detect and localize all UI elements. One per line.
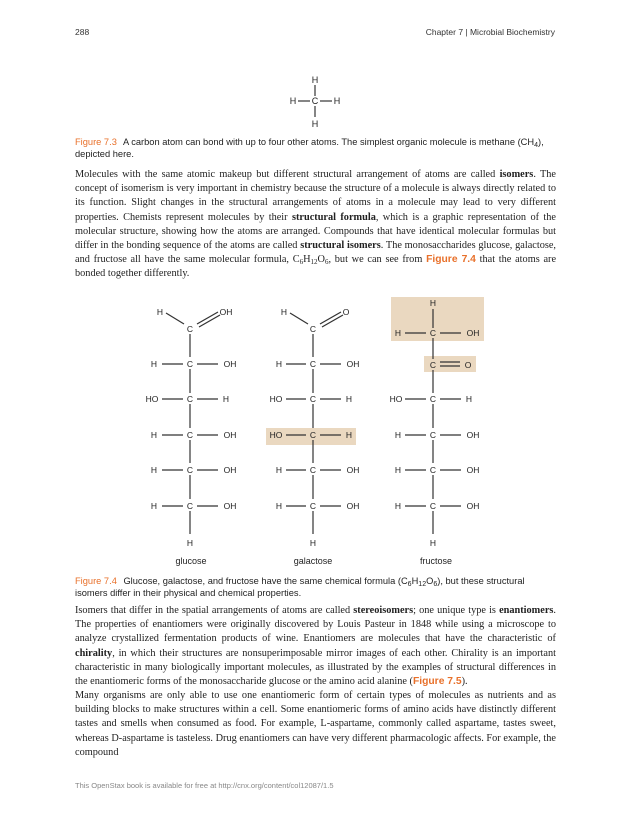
svg-text:H: H <box>150 430 158 440</box>
svg-text:H: H <box>150 501 158 511</box>
svg-text:O: O <box>464 360 472 370</box>
svg-text:OH: OH <box>466 501 480 511</box>
svg-text:H: H <box>275 501 283 511</box>
svg-text:H: H <box>429 298 437 308</box>
svg-text:OH: OH <box>219 307 233 317</box>
methane-diagram <box>285 72 345 130</box>
svg-text:H: H <box>275 359 283 369</box>
svg-text:O: O <box>342 307 350 317</box>
figure-label: Figure 7.4 <box>75 576 117 586</box>
svg-text:H: H <box>280 307 288 317</box>
atom-h-bottom: H <box>311 119 319 129</box>
svg-text:C: C <box>429 328 437 338</box>
svg-text:H: H <box>465 394 473 404</box>
svg-text:OH: OH <box>223 359 237 369</box>
svg-text:H: H <box>275 465 283 475</box>
svg-text:C: C <box>186 359 194 369</box>
svg-text:OH: OH <box>346 501 360 511</box>
svg-text:HO: HO <box>269 430 283 440</box>
svg-text:C: C <box>309 394 317 404</box>
page-number: 288 <box>75 27 90 37</box>
atom-h-right: H <box>333 96 341 106</box>
figure-7-4-link[interactable]: Figure 7.4 <box>426 254 476 266</box>
svg-text:C: C <box>429 430 437 440</box>
svg-text:C: C <box>309 430 317 440</box>
svg-text:H: H <box>394 328 402 338</box>
svg-text:OH: OH <box>346 465 360 475</box>
atom-h-left: H <box>289 96 297 106</box>
svg-text:HO: HO <box>389 394 403 404</box>
svg-text:OH: OH <box>466 430 480 440</box>
paragraph-stereoisomers: Isomers that differ in the spatial arrangements of atoms are called stereoisomers; one unique type is enantiomers. The properties of enantiomers were originally discovered by Louis Pasteur in 1848 while using a microscope to analyze crystallized fermentation products of wine. Enantiomers are molecules that have the characteristic of chirality, in which their structures are nonsuperimposable mirror images of each other. Chirality is an important characteristic in many biologically important molecules, as illustrated by the examples of structural differences in the enantiomeric forms of the monosaccharide glucose or the amino acid alanine (Figure 7.5). <box>75 605 556 688</box>
sugar-isomers-diagram <box>140 292 500 572</box>
svg-text:C: C <box>429 394 437 404</box>
svg-text:OH: OH <box>466 328 480 338</box>
figure-7-4-caption: Figure 7.4 Glucose, galactose, and fructose have the same chemical formula $(C_6H_{12}O_6)$, but these structural isomers differ in their physical and chemical properties. <box>75 576 525 598</box>
svg-text:C: C <box>429 465 437 475</box>
svg-text:OH: OH <box>466 465 480 475</box>
term-chirality: chirality <box>75 647 113 659</box>
figure-7-5-link[interactable]: Figure 7.5 <box>412 676 462 688</box>
chapter-title: Chapter 7 | Microbial Biochemistry <box>425 27 555 37</box>
svg-text:H: H <box>150 465 158 475</box>
svg-text:C: C <box>309 465 317 475</box>
galactose-label: galactose <box>293 556 333 566</box>
svg-text:C: C <box>186 465 194 475</box>
term-enantiomers: enantiomers <box>499 605 554 616</box>
term-structural-formula: structural formula <box>291 211 376 223</box>
svg-text:H: H <box>222 394 230 404</box>
svg-text:H: H <box>394 465 402 475</box>
svg-text:H: H <box>345 394 353 404</box>
term-structural-isomers: structural isomers <box>300 240 381 252</box>
term-isomers: isomers <box>499 169 534 180</box>
paragraph-enantiomeric-forms: Many organisms are only able to use one enantiomeric form of certain types of molecules as nutrients and as building blocks to make structures within a cell. Some enantiomeric forms of amino acids have distinctly different tastes and smells when consumed as food. For example, L-aspartame, commonly called aspartame, tastes sweet, whereas D-aspartame is tasteless. Drug enantiomers can have very different pharmacologic affects. For example, the compound <box>75 690 556 758</box>
svg-text:C: C <box>429 360 437 370</box>
svg-text:C: C <box>309 501 317 511</box>
svg-text:HO: HO <box>145 394 159 404</box>
svg-text:OH: OH <box>223 501 237 511</box>
svg-text:H: H <box>345 430 353 440</box>
svg-text:C: C <box>186 430 194 440</box>
svg-text:H: H <box>429 538 437 548</box>
term-stereoisomers: stereoisomers <box>353 605 414 616</box>
svg-text:C: C <box>309 359 317 369</box>
svg-text:OH: OH <box>346 359 360 369</box>
svg-text:C: C <box>309 324 317 334</box>
svg-text:OH: OH <box>223 430 237 440</box>
svg-text:C: C <box>186 394 194 404</box>
svg-text:C: C <box>429 501 437 511</box>
figure-7-3-caption: Figure 7.3 A carbon atom can bond with up to four other atoms. The simplest organic molecule is methane $(CH_4)$, depicted here. <box>75 137 544 159</box>
svg-text:H: H <box>150 359 158 369</box>
svg-text:H: H <box>186 538 194 548</box>
glucose-label: glucose <box>175 556 207 566</box>
svg-text:C: C <box>186 501 194 511</box>
atom-c: C <box>311 96 319 106</box>
svg-text:C: C <box>186 324 194 334</box>
svg-text:HO: HO <box>269 394 283 404</box>
svg-text:OH: OH <box>223 465 237 475</box>
svg-text:H: H <box>309 538 317 548</box>
paragraph-isomers: Molecules with the same atomic makeup but different structural arrangement of atoms are called isomers. The concept of isomerism is very important in chemistry because the structure of a molecule is always directly related to its function. Slight changes in the structural arrangements of atoms in a molecule may lead to very different properties. Chemists represent molecules by their structural formula, which is a graphic representation of the molecular structure, showing how the atoms are arranged. Compounds that have identical molecular formulas but differ in the bonding sequence of the atoms are called structural isomers. The monosaccharides glucose, galactose, and fructose all have the same molecular formula, $C_6H_{12}O_6$, but we can see from Figure 7.4 that the atoms are bonded together differently. <box>75 169 557 280</box>
svg-text:H: H <box>156 307 164 317</box>
footer-note: This OpenStax book is available for free at http://cnx.org/content/col12087/1.5 <box>75 781 334 790</box>
svg-text:H: H <box>394 501 402 511</box>
figure-label: Figure 7.3 <box>75 137 117 147</box>
svg-text:H: H <box>394 430 402 440</box>
atom-h-top: H <box>311 75 319 85</box>
fructose-label: fructose <box>419 556 453 566</box>
